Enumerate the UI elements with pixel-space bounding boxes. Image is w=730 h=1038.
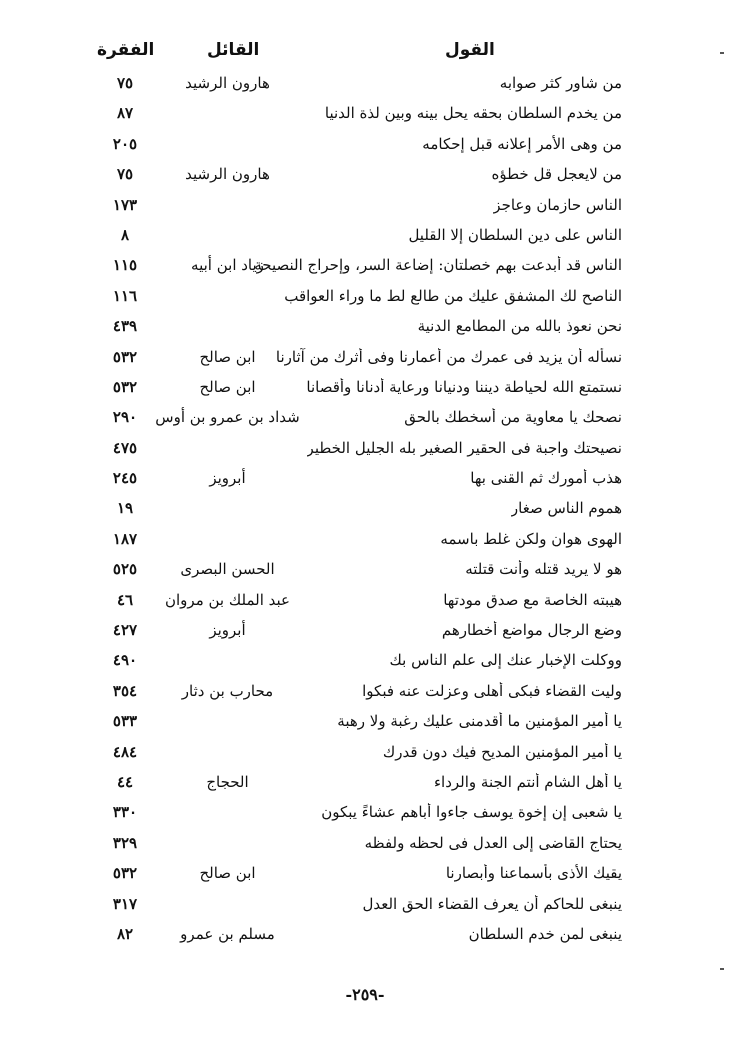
paragraph-number: ٨٧ (116, 104, 134, 123)
speaker-name: شداد بن عمرو بن أوس (155, 408, 300, 427)
quote-text: وليت القضاء فبكى أهلى وعزلت عنه فبكوا (362, 681, 622, 700)
table-row (0, 769, 730, 799)
speaker-name: عبد الملك بن مروان (164, 590, 290, 609)
paragraph-number: ٤٤ (116, 772, 134, 791)
quote-text: نصيحتك واجبة فى الحقير الصغير بله الجليل الخطير (306, 438, 622, 457)
paragraph-number: ٢٤٥ (112, 469, 138, 488)
speaker-name: أبرويز (209, 469, 246, 488)
paragraph-number: ٤٨٤ (112, 742, 138, 761)
speaker-name: أبرويز (209, 621, 246, 640)
table-row (0, 921, 730, 951)
header-quote: القول (445, 40, 495, 60)
table-row (0, 617, 730, 647)
paragraph-number: ١٩ (116, 499, 134, 518)
table-row (0, 799, 730, 829)
table-row (0, 344, 730, 374)
table-row (0, 708, 730, 738)
quote-text: يحتاج القاضى إلى العدل فى لحظه ولفظه (364, 833, 622, 852)
quote-text: يا أمير المؤمنين المديح فيك دون قدرك (382, 742, 622, 761)
table-row (0, 222, 730, 252)
paragraph-number: ٧٥ (116, 165, 134, 184)
speaker-name: الحسن البصرى (180, 560, 275, 579)
quote-text: يا شعبى إن إخوة يوسف جاءوا أباهم عشاءً يبكون (321, 803, 622, 822)
table-row (0, 404, 730, 434)
table-row (0, 830, 730, 860)
paragraph-number: ٤٧٥ (112, 438, 138, 457)
quote-text: ينبغى للحاكم أن يعرف القضاء الحق العدل (362, 894, 622, 913)
quote-text: من وهى الأمر إعلانه قبل إحكامه (422, 134, 622, 153)
quote-text: نسأله أن يزيد فى عمرك من أعمارنا وفى أثرك من آثارنا (275, 347, 622, 366)
paragraph-number: ٣٣٠ (112, 803, 138, 822)
paragraph-number: ٣٥٤ (112, 681, 138, 700)
paragraph-number: ٤٢٧ (112, 621, 138, 640)
quote-text: هيبته الخاصة مع صدق مودتها (443, 590, 622, 609)
paragraph-number: ١٨٧ (112, 529, 138, 548)
speaker-name: محارب بن دثار (181, 681, 274, 700)
quote-text: الناس قد أبدعت بهم خصلتان: إضاعة السر، وإحراج النصيحة (254, 256, 622, 275)
speaker-name: ابن صالح (199, 377, 256, 396)
speaker-name: ابن صالح (199, 347, 256, 366)
quote-text: يا أهل الشام أنتم الجنة والرداء (434, 772, 622, 791)
table-row (0, 161, 730, 191)
quote-text: نصحك يا معاوية من أسخطك بالحق (404, 408, 622, 427)
page-number: -٢٥٩- (345, 985, 385, 1004)
quote-text: ينبغى لمن خدم السلطان (468, 924, 622, 943)
scan-mark (720, 968, 724, 970)
paragraph-number: ٨٢ (116, 924, 134, 943)
quote-text: الناس حازمان وعاجز (493, 195, 622, 214)
table-row (0, 739, 730, 769)
table-row (0, 70, 730, 100)
table-header (0, 40, 730, 68)
speaker-name: ابن صالح (199, 864, 256, 883)
scan-mark (720, 52, 724, 54)
table-row (0, 495, 730, 525)
table-row (0, 891, 730, 921)
table-row (0, 252, 730, 282)
paragraph-number: ٢٩٠ (112, 408, 138, 427)
speaker-name: هارون الرشيد (185, 165, 270, 184)
paragraph-number: ١٧٣ (112, 195, 138, 214)
paragraph-number: ٥٣٢ (112, 347, 138, 366)
table-row (0, 526, 730, 556)
table-row (0, 131, 730, 161)
table-row (0, 860, 730, 890)
quote-text: نستمتع الله لحياطة ديننا ودنيانا ورعاية أدنانا وأقصانا (306, 377, 622, 396)
speaker-name: هارون الرشيد (185, 74, 270, 92)
paragraph-number: ١١٦ (112, 286, 138, 305)
table-row (0, 283, 730, 313)
quote-text: ووكلت الإخبار عنك إلى علم الناس بك (389, 651, 622, 670)
paragraph-number: ٤٦ (116, 590, 134, 609)
table-row (0, 647, 730, 677)
paragraph-number: ٤٣٩ (112, 317, 138, 336)
header-paragraph: الفقرة (97, 40, 155, 60)
quote-text: هذب أمورك ثم القنى بها (470, 469, 622, 488)
table-row (0, 556, 730, 586)
paragraph-number: ٢٠٥ (112, 134, 138, 153)
quote-text: الناس على دين السلطان إلا القليل (408, 225, 622, 244)
paragraph-number: ٨ (120, 225, 130, 244)
paragraph-number: ٣١٧ (112, 894, 138, 913)
paragraph-number: ٧٥ (116, 74, 134, 92)
speaker-name: مسلم بن عمرو (180, 924, 275, 943)
table-row (0, 465, 730, 495)
quote-text: الناصح لك المشفق عليك من طالع لط ما وراء العواقب (284, 286, 622, 305)
table-row (0, 678, 730, 708)
quote-text: من شاور كثر صوابه (499, 74, 622, 92)
table-row (0, 313, 730, 343)
quote-text: يا أمير المؤمنين ما أقدمنى عليك رغبة ولا رهبة (337, 712, 622, 731)
paragraph-number: ٤٩٠ (112, 651, 138, 670)
quote-text: نحن نعوذ بالله من المطامع الدنية (417, 317, 622, 336)
speaker-name: الحجاج (206, 772, 249, 791)
paragraph-number: ٥٣٢ (112, 377, 138, 396)
quote-text: هموم الناس صغار (510, 499, 622, 518)
table-row (0, 587, 730, 617)
table-row (0, 192, 730, 222)
paragraph-number: ١١٥ (112, 256, 138, 275)
quote-text: من يخدم السلطان بحقه يحل بينه وبين لذة الدنيا (324, 104, 622, 123)
speaker-name: زياد ابن أبيه (191, 256, 264, 275)
quote-text: الهوى هوان ولكن غلط باسمه (440, 529, 622, 548)
paragraph-number: ٥٣٣ (112, 712, 138, 731)
paragraph-number: ٥٣٢ (112, 864, 138, 883)
table-row (0, 100, 730, 130)
quote-text: هو لا يريد قتله وأنت قتلته (465, 560, 622, 579)
quotes-table (0, 70, 730, 951)
header-speaker: القائل (207, 40, 260, 60)
quote-text: يقيك الأذى بأسماعنا وأبصارنا (445, 864, 622, 883)
paragraph-number: ٣٢٩ (112, 833, 138, 852)
quote-text: من لايعجل قل خطؤه (491, 165, 622, 184)
paragraph-number: ٥٢٥ (112, 560, 138, 579)
table-row (0, 374, 730, 404)
quote-text: وضع الرجال مواضع أخطارهم (441, 621, 622, 640)
table-row (0, 435, 730, 465)
